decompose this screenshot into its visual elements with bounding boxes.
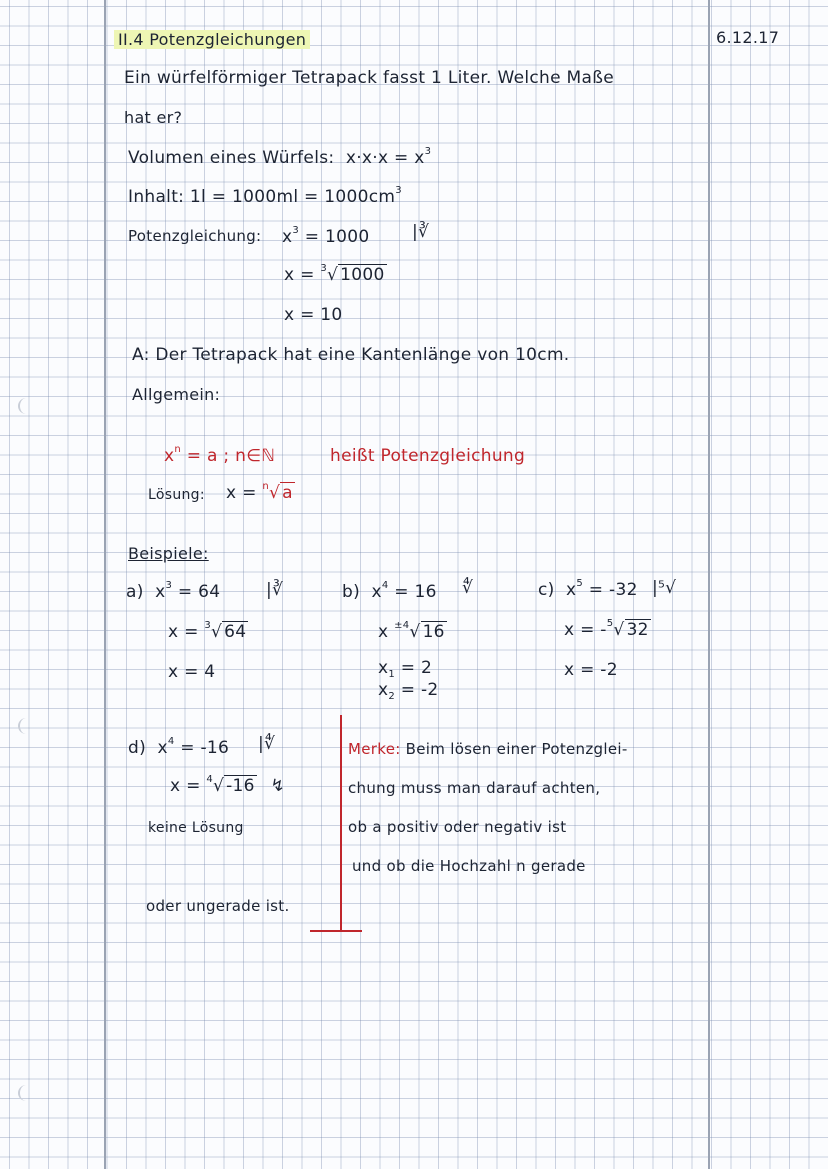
example-b-x1 bbox=[378, 658, 432, 678]
right-margin-line bbox=[708, 0, 710, 1169]
example-c-exponent: 5 bbox=[576, 578, 584, 589]
merke-line-3: ob a positiv oder negativ ist bbox=[348, 818, 567, 836]
example-a-step1-prefix: x = bbox=[168, 622, 205, 642]
answer-line: A: Der Tetrapack hat eine Kantenlänge von 10cm. bbox=[132, 345, 570, 365]
result-step: x = 10 bbox=[284, 305, 343, 325]
page-title: II.4 Potenzgleichungen bbox=[114, 30, 310, 49]
merke-text-1: Beim lösen einer Potenzglei- bbox=[405, 740, 628, 758]
example-d-no-solution: keine Lösung bbox=[148, 820, 244, 836]
example-a-step1: x = $^3$√ 64 bbox=[168, 620, 247, 642]
example-b-exponent: 4 bbox=[381, 580, 389, 591]
root-index: 3 bbox=[320, 263, 327, 274]
loesung-radicand: a bbox=[282, 483, 293, 503]
example-a-base: x bbox=[155, 582, 166, 602]
example-a-equation bbox=[126, 582, 220, 602]
loesung-x: x = bbox=[226, 483, 263, 503]
volume-formula: x·x·x = x bbox=[345, 148, 425, 168]
loesung-index: n bbox=[262, 481, 269, 492]
example-c-radicand: 32 bbox=[626, 620, 649, 640]
potenz-operation: |∛ bbox=[412, 222, 430, 242]
potenz-label: Potenzgleichung: bbox=[128, 227, 262, 245]
merke-box-left-border bbox=[340, 715, 342, 930]
example-b-x2-sub: 2 bbox=[388, 691, 396, 702]
example-b-root-index: ±4 bbox=[394, 620, 410, 631]
example-b-x2-var: x bbox=[378, 680, 389, 700]
potenz-equation bbox=[282, 227, 369, 247]
merke-line-5: oder ungerade ist. bbox=[146, 897, 290, 915]
example-d-rest: = -16 bbox=[174, 738, 230, 758]
potenz-base: x bbox=[282, 227, 293, 247]
volume-exponent: 3 bbox=[424, 146, 432, 157]
example-a-label: a) bbox=[126, 582, 144, 602]
potenz-exponent: 3 bbox=[292, 225, 300, 236]
example-b-step1-prefix: x bbox=[378, 622, 395, 642]
example-b-operation: ∜ bbox=[462, 578, 474, 598]
allgemein-label: Allgemein: bbox=[132, 385, 221, 404]
example-d-root-index: 4 bbox=[206, 774, 213, 785]
example-c-operation: |⁵√ bbox=[652, 578, 677, 598]
example-b-rest: = 16 bbox=[388, 582, 437, 602]
root-step: x = $^3$√ 1000 bbox=[284, 263, 385, 285]
punch-hole bbox=[18, 718, 34, 734]
example-b-radicand: 16 bbox=[422, 622, 445, 642]
example-c-step2: x = -2 bbox=[564, 660, 618, 680]
loesung-label: Lösung: bbox=[148, 487, 205, 503]
content-text: Inhalt: 1l = 1000ml = 1000cm bbox=[128, 187, 396, 207]
volume-label: Volumen eines Würfels: bbox=[128, 148, 335, 168]
example-a-root-index: 3 bbox=[204, 620, 211, 631]
left-margin-line bbox=[104, 0, 106, 1169]
merke-line-4: und ob die Hochzahl n gerade bbox=[352, 857, 586, 875]
example-d-label: d) bbox=[128, 738, 147, 758]
root-step-prefix: x = bbox=[284, 265, 321, 285]
content-line bbox=[128, 187, 402, 207]
example-d-step1: x = $^4$√ -16 ↯ bbox=[170, 774, 286, 796]
example-b-label: b) bbox=[342, 582, 361, 602]
example-b-x2-value: = -2 bbox=[395, 680, 439, 700]
example-c-base: x bbox=[566, 580, 577, 600]
general-called: heißt Potenzgleichung bbox=[330, 446, 526, 466]
example-d-radicand: -16 bbox=[226, 776, 255, 796]
example-b-step1: x $^{\pm 4}$√ 16 bbox=[378, 620, 445, 642]
general-exponent: n bbox=[174, 444, 182, 455]
example-b-equation bbox=[342, 582, 437, 602]
example-c-label: c) bbox=[538, 580, 555, 600]
contradiction-mark: ↯ bbox=[270, 776, 286, 796]
root-radicand: 1000 bbox=[340, 265, 385, 285]
general-equation bbox=[164, 446, 275, 466]
example-a-operation: |∛ bbox=[266, 580, 284, 600]
example-b-base: x bbox=[371, 582, 382, 602]
example-c-equation bbox=[538, 580, 638, 600]
merke-line-1 bbox=[348, 740, 628, 758]
punch-hole bbox=[18, 1085, 34, 1101]
example-a-rest: = 64 bbox=[172, 582, 221, 602]
beispiele-heading: Beispiele: bbox=[128, 544, 209, 563]
example-c-root-index: 5 bbox=[606, 618, 614, 629]
example-c-step1: x = -$^5$√ 32 bbox=[564, 618, 649, 640]
example-d-exponent: 4 bbox=[167, 736, 175, 747]
example-d-base: x bbox=[157, 738, 168, 758]
example-d-step1-prefix: x = bbox=[170, 776, 207, 796]
example-c-step1-prefix: x = - bbox=[564, 620, 607, 640]
example-a-exponent: 3 bbox=[165, 580, 173, 591]
date: 6.12.17 bbox=[716, 28, 780, 47]
task-line-1: Ein würfelförmiger Tetrapack fasst 1 Liter. Welche Maße bbox=[124, 68, 615, 88]
example-b-x2 bbox=[378, 680, 439, 700]
potenz-rest: = 1000 bbox=[299, 227, 370, 247]
example-a-radicand: 64 bbox=[224, 622, 247, 642]
content-exponent: 3 bbox=[395, 185, 402, 196]
merke-box-bottom-border bbox=[310, 930, 362, 932]
general-rest: = a ; n∈ℕ bbox=[181, 446, 276, 466]
example-d-operation: |∜ bbox=[258, 734, 276, 754]
volume-line bbox=[128, 148, 431, 168]
example-d-equation bbox=[128, 738, 229, 758]
example-b-x1-var: x bbox=[378, 658, 389, 678]
general-base: x bbox=[164, 446, 175, 466]
example-b-x1-value: = 2 bbox=[395, 658, 433, 678]
example-b-x1-sub: 1 bbox=[388, 669, 396, 680]
example-a-step2: x = 4 bbox=[168, 662, 216, 682]
loesung-formula: x = $^n$√ a bbox=[226, 481, 293, 503]
punch-hole bbox=[18, 398, 34, 414]
example-c-rest: = -32 bbox=[583, 580, 638, 600]
merke-line-2: chung muss man darauf achten, bbox=[348, 779, 601, 797]
merke-label: Merke: bbox=[348, 740, 401, 758]
task-line-2: hat er? bbox=[124, 108, 183, 127]
